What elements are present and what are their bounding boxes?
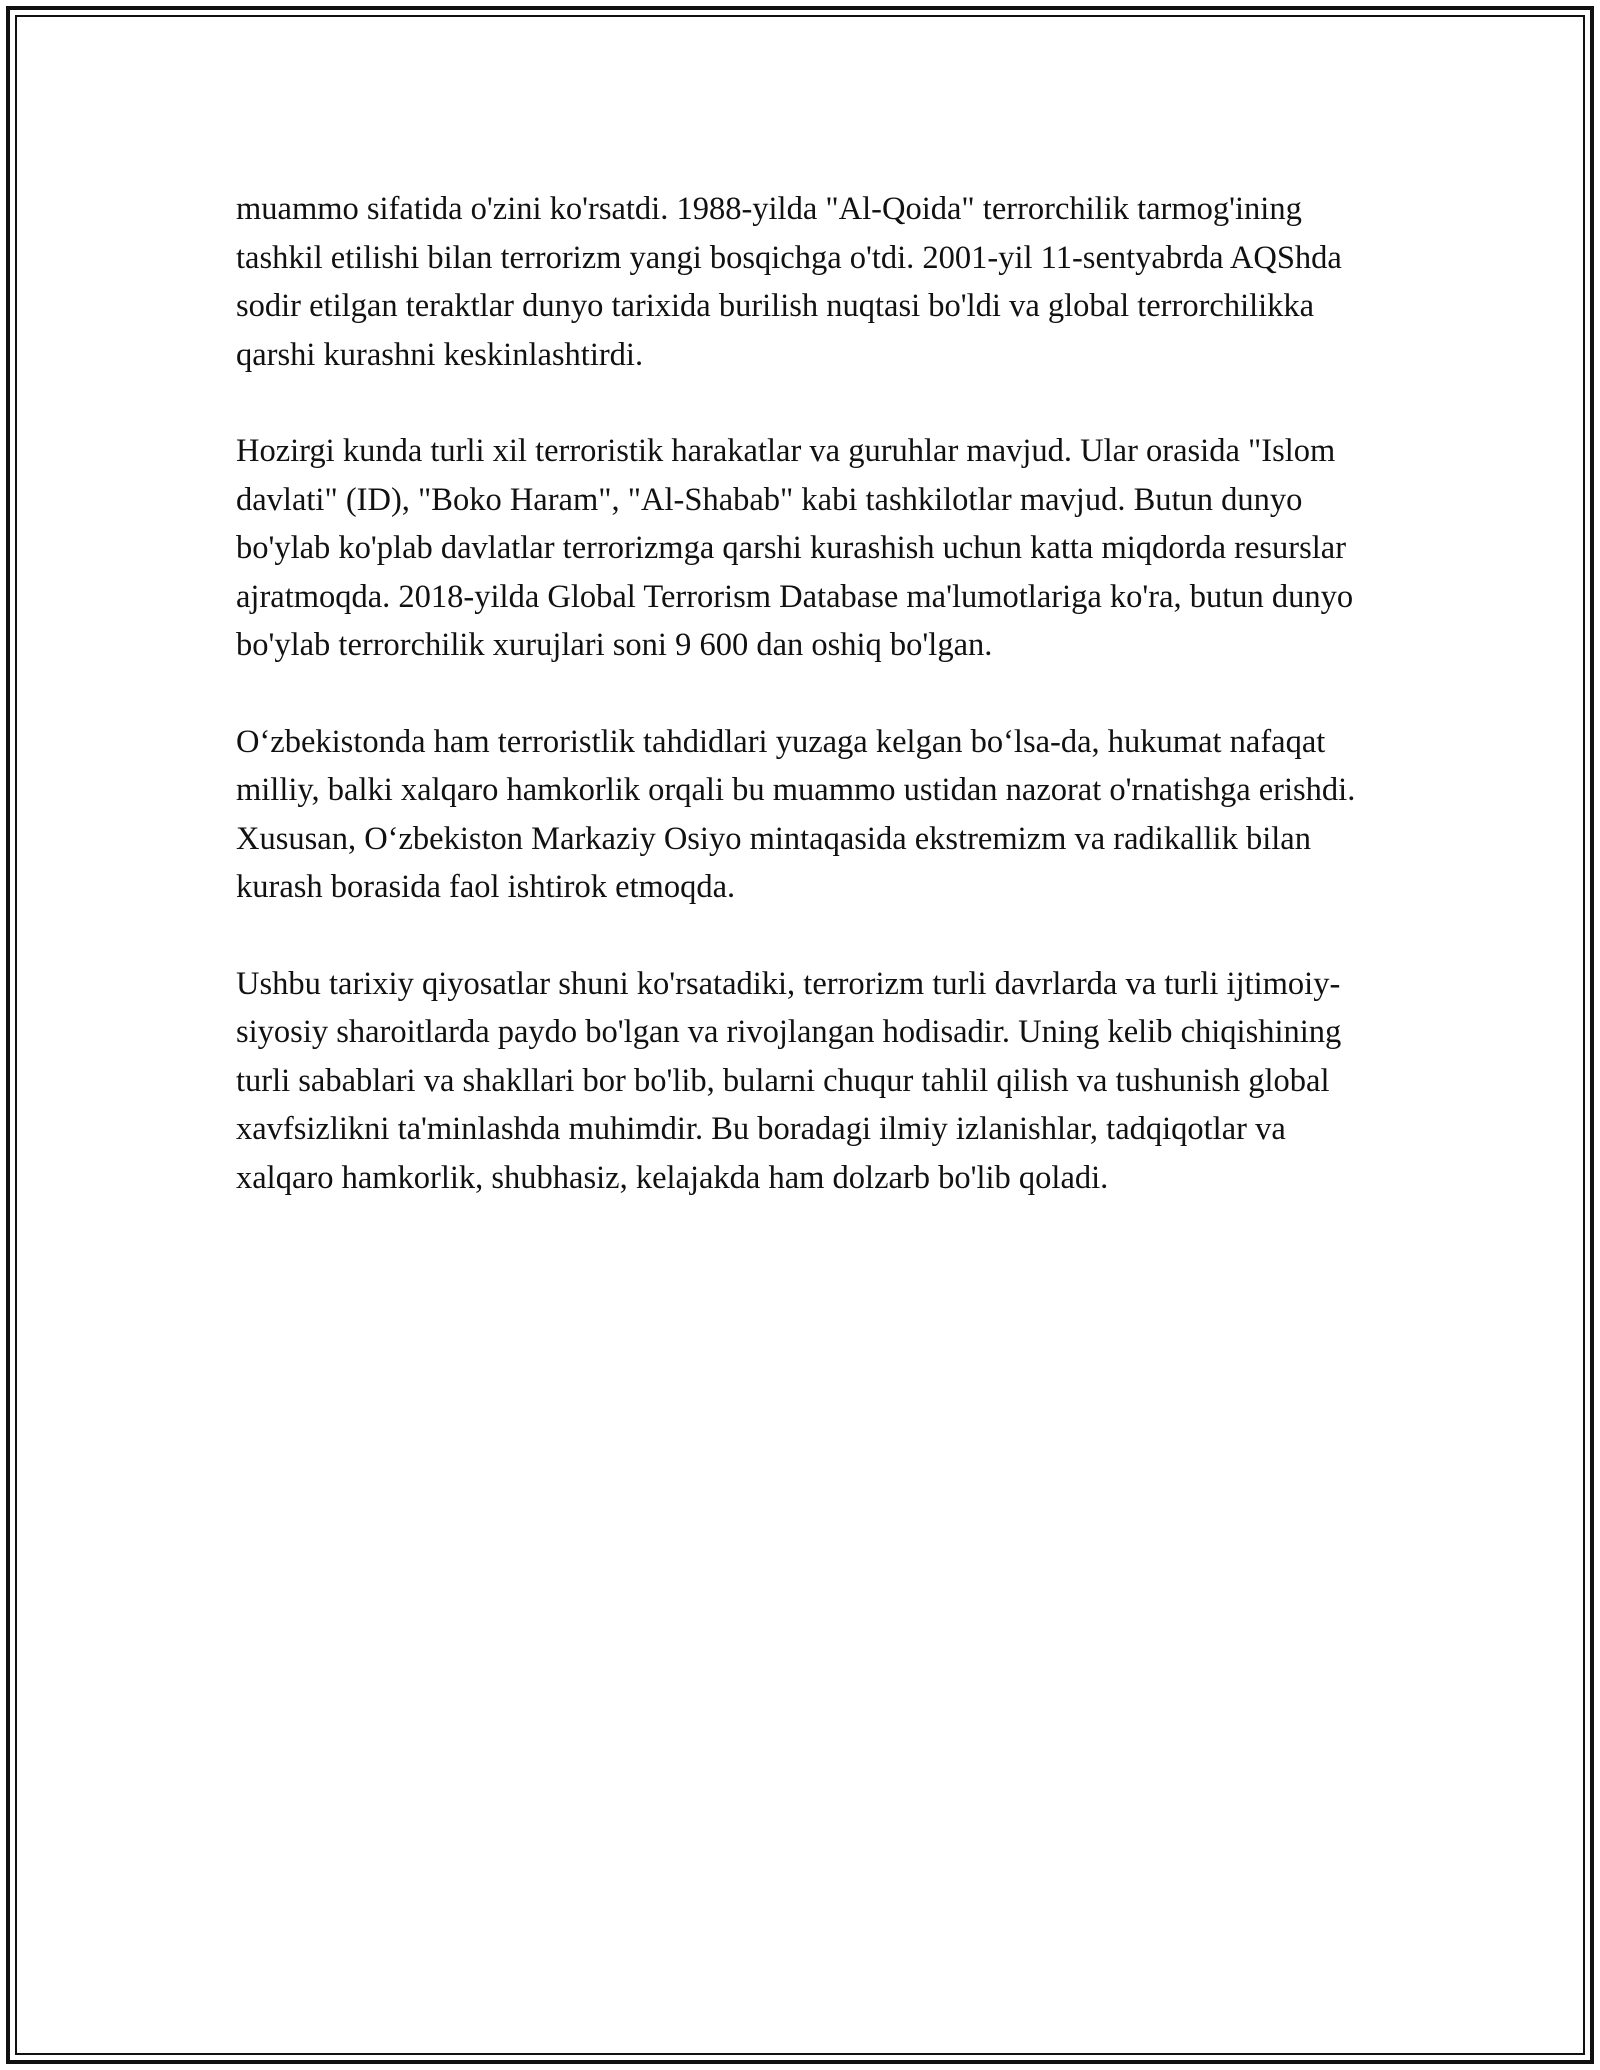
paragraph-4: Ushbu tarixiy qiyosatlar shuni ko'rsatadiki, terrorizm turli davrlarda va turli ijtimoiy-siyosiy sharoitlarda paydo bo'lgan va rivojlangan hodisadir. Uning kelib chiqishining turli sabablari va shakllari bor bo'lib, bularni chuqur tahlil qilish va tushunish global xavfsizlikni ta'minlashda muhimdir. Bu boradagi ilmiy izlanishlar, tadqiqotlar va xalqaro hamkorlik, shubhasiz, kelajakda ham dolzarb bo'lib qoladi.	[236, 965, 1342, 1196]
paragraph-2: Hozirgi kunda turli xil terroristik harakatlar va guruhlar mavjud. Ular orasida "Islom davlati" (ID), "Boko Haram", "Al-Shabab" kabi tashkilotlar mavjud. Butun dunyo bo'ylab ko'plab davlatlar terrorizmga qarshi kurashish uchun katta miqdorda resurslar ajratmoqda. 2018-yilda Global Terrorism Database ma'lumotlariga ko'ra, butun dunyo bo'ylab terrorchilik xurujlari soni 9 600 dan oshiq bo'lgan.	[236, 433, 1354, 663]
document-body	[236, 185, 1366, 1250]
paragraph-1: muammo sifatida o'zini ko'rsatdi. 1988-yilda "Al-Qoida" terrorchilik tarmog'ining tashkil etilishi bilan terrorizm yangi bosqichga o'tdi. 2001-yil 11-sentyabrda AQShda sodir etilgan teraktlar dunyo tarixida burilish nuqtasi bo'ldi va global terrorchilikka qarshi kurashni keskinlashtirdi.	[236, 191, 1342, 373]
paragraph-3: O‘zbekistonda ham terroristlik tahdidlari yuzaga kelgan bo‘lsa-da, hukumat nafaqat milliy, balki xalqaro hamkorlik orqali bu muammo ustidan nazorat o'rnatishga erishdi. Xususan, O‘zbekiston Markaziy Osiyo mintaqasida ekstremizm va radikallik bilan kurash borasida faol ishtirok etmoqda.	[236, 723, 1356, 905]
